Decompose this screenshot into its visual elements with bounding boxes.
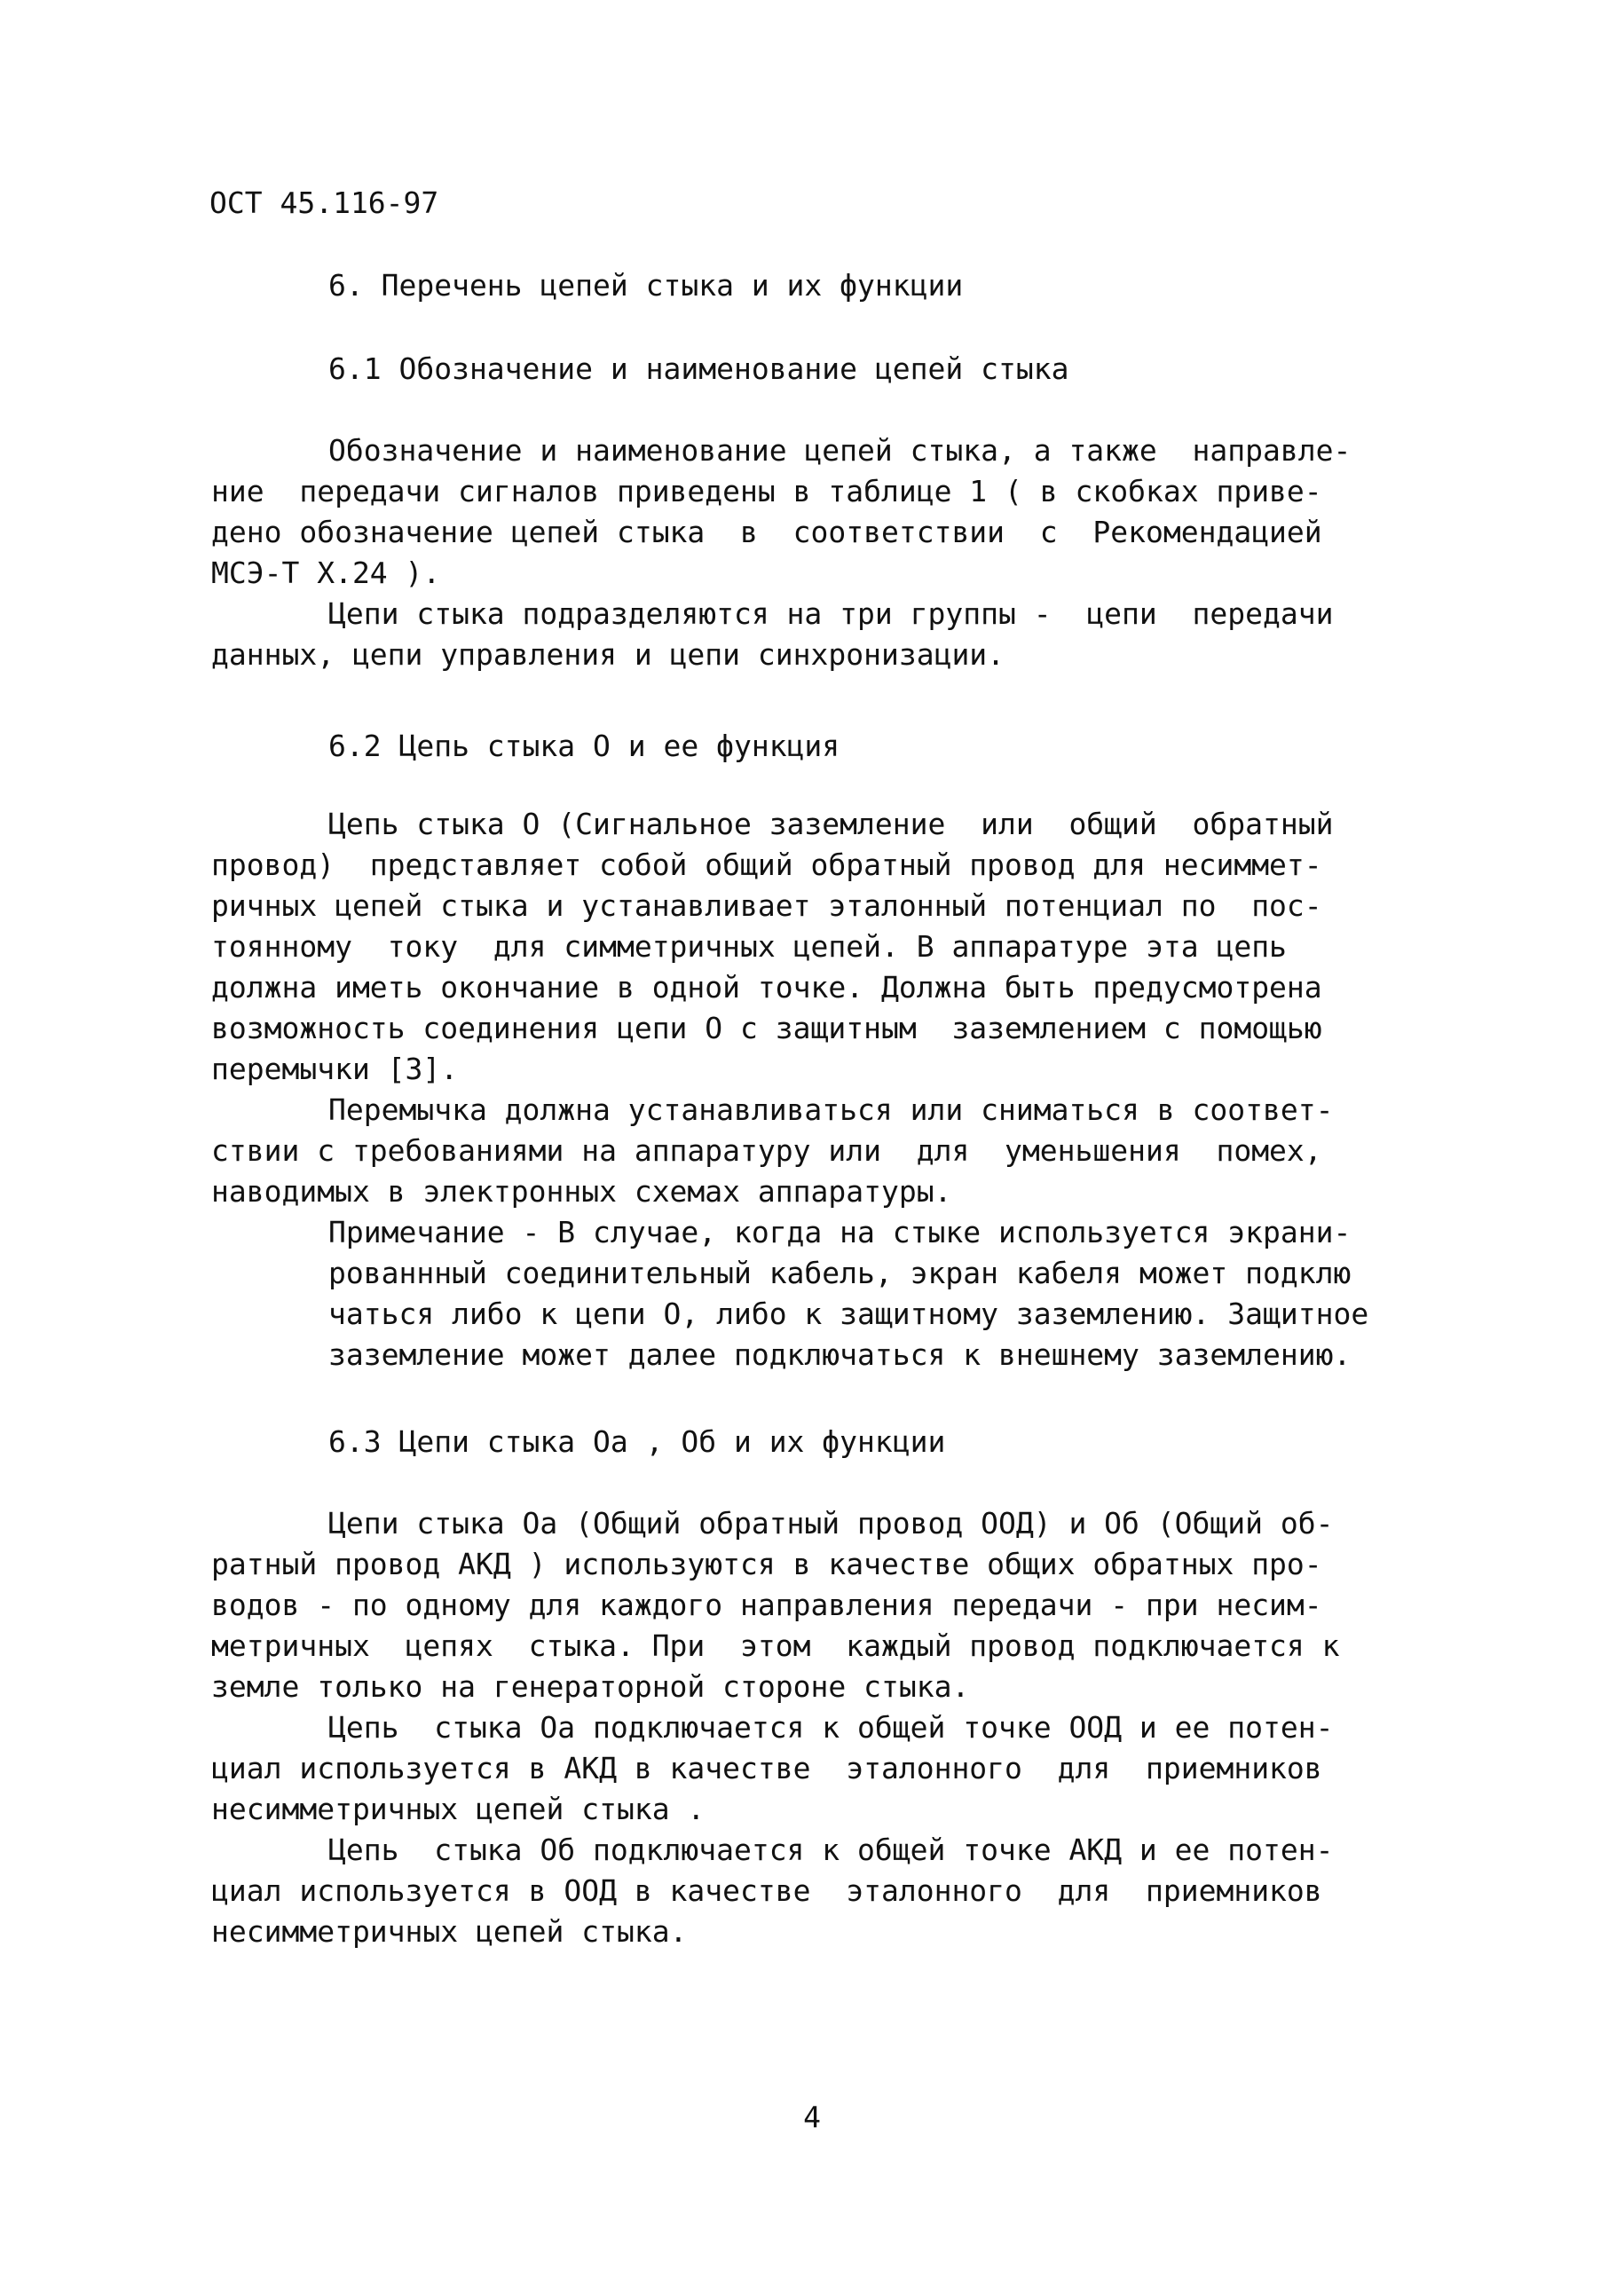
page-number: 4 — [803, 2100, 821, 2134]
paragraph-line: водов - по одному для каждого направления передачи - при несим- — [211, 1588, 1322, 1622]
paragraph-line: перемычки [3]. — [211, 1052, 459, 1086]
note-line: чаться либо к цепи O, либо к защитному заземлению. Защитное — [328, 1297, 1369, 1331]
section-6-3-paragraph-3 — [211, 1830, 1429, 1952]
paragraph-line: МСЭ-Т X.24 ). — [211, 556, 441, 590]
section-6-2-title: 6.2 Цепь стыка O и ее функция — [328, 729, 840, 763]
section-6-3-paragraph-2 — [211, 1707, 1429, 1830]
note-line: рованнный соединительный кабель, экран кабеля может подклю — [328, 1256, 1352, 1290]
section-6-1-paragraph-1 — [211, 430, 1429, 594]
paragraph-line: дено обозначение цепей стыка в соответствии с Рекомендацией — [211, 515, 1322, 549]
paragraph-line: Цепи стыка подразделяются на три группы - цепи передачи — [328, 596, 1334, 631]
section-6-2-paragraph-2 — [211, 1090, 1429, 1212]
paragraph-line: возможность соединения цепи O с защитным заземлением с помощью — [211, 1011, 1322, 1045]
document-code: ОСТ 45.116-97 — [209, 185, 439, 220]
paragraph-line: циал используется в АКД в качестве эталонного для приемников — [211, 1751, 1322, 1785]
note-line: Примечание - В случае, когда на стыке используется экрани- — [328, 1215, 1352, 1249]
paragraph-line: тоянному току для симметричных цепей. В аппаратуре эта цепь — [211, 929, 1287, 964]
paragraph-line: ствии с требованиями на аппаратуру или для уменьшения помех, — [211, 1133, 1322, 1168]
paragraph-line: ричных цепей стыка и устанавливает эталонный потенциал по пос- — [211, 888, 1322, 923]
paragraph-line: несимметричных цепей стыка. — [211, 1914, 688, 1949]
section-6-3-title: 6.3 Цепи стыка Оа , Об и их функции — [328, 1424, 946, 1459]
section-6-1-title: 6.1 Обозначение и наименование цепей стыка — [328, 351, 1069, 386]
paragraph-line: ние передачи сигналов приведены в таблице 1 ( в скобках приве- — [211, 474, 1322, 508]
paragraph-line: Цепь стыка O (Сигнальное заземление или общий обратный — [328, 807, 1334, 841]
section-6-1-paragraph-2 — [211, 594, 1429, 675]
paragraph-line: данных, цепи управления и цепи синхронизации. — [211, 637, 1005, 672]
section-6-2-note — [328, 1212, 1438, 1375]
paragraph-line: Цепь стыка Оа подключается к общей точке ООД и ее потен- — [328, 1710, 1334, 1745]
section-6-2-paragraph-1 — [211, 804, 1429, 1090]
paragraph-line — [211, 430, 1429, 471]
paragraph-line: земле только на генераторной стороне стыка. — [211, 1669, 970, 1704]
paragraph-line: несимметричных цепей стыка . — [211, 1792, 706, 1826]
paragraph-line: должна иметь окончание в одной точке. Должна быть предусмотрена — [211, 970, 1322, 1005]
paragraph-line: Цепи стыка Оа (Общий обратный провод ООД) и Об (Общий об- — [328, 1506, 1334, 1541]
section-6-3-paragraph-1 — [211, 1503, 1429, 1707]
paragraph-line: Перемычка должна устанавливаться или сниматься в соответ- — [328, 1092, 1334, 1127]
paragraph-line: циал используется в ООД в качестве эталонного для приемников — [211, 1873, 1322, 1908]
note-line: заземление может далее подключаться к внешнему заземлению. — [328, 1337, 1352, 1372]
paragraph-line: наводимых в электронных схемах аппаратуры. — [211, 1174, 952, 1209]
line-text: Обозначение и наименование цепей стыка, а также направле- — [328, 433, 1352, 468]
paragraph-line: метричных цепях стыка. При этом каждый провод подключается к — [211, 1628, 1340, 1663]
paragraph-line: провод) представляет собой общий обратный провод для несиммет- — [211, 847, 1322, 882]
paragraph-line: Цепь стыка Об подключается к общей точке АКД и ее потен- — [328, 1833, 1334, 1867]
section-6-title: 6. Перечень цепей стыка и их функции — [328, 268, 964, 303]
paragraph-line: ратный провод АКД ) используются в качестве общих обратных про- — [211, 1547, 1322, 1581]
